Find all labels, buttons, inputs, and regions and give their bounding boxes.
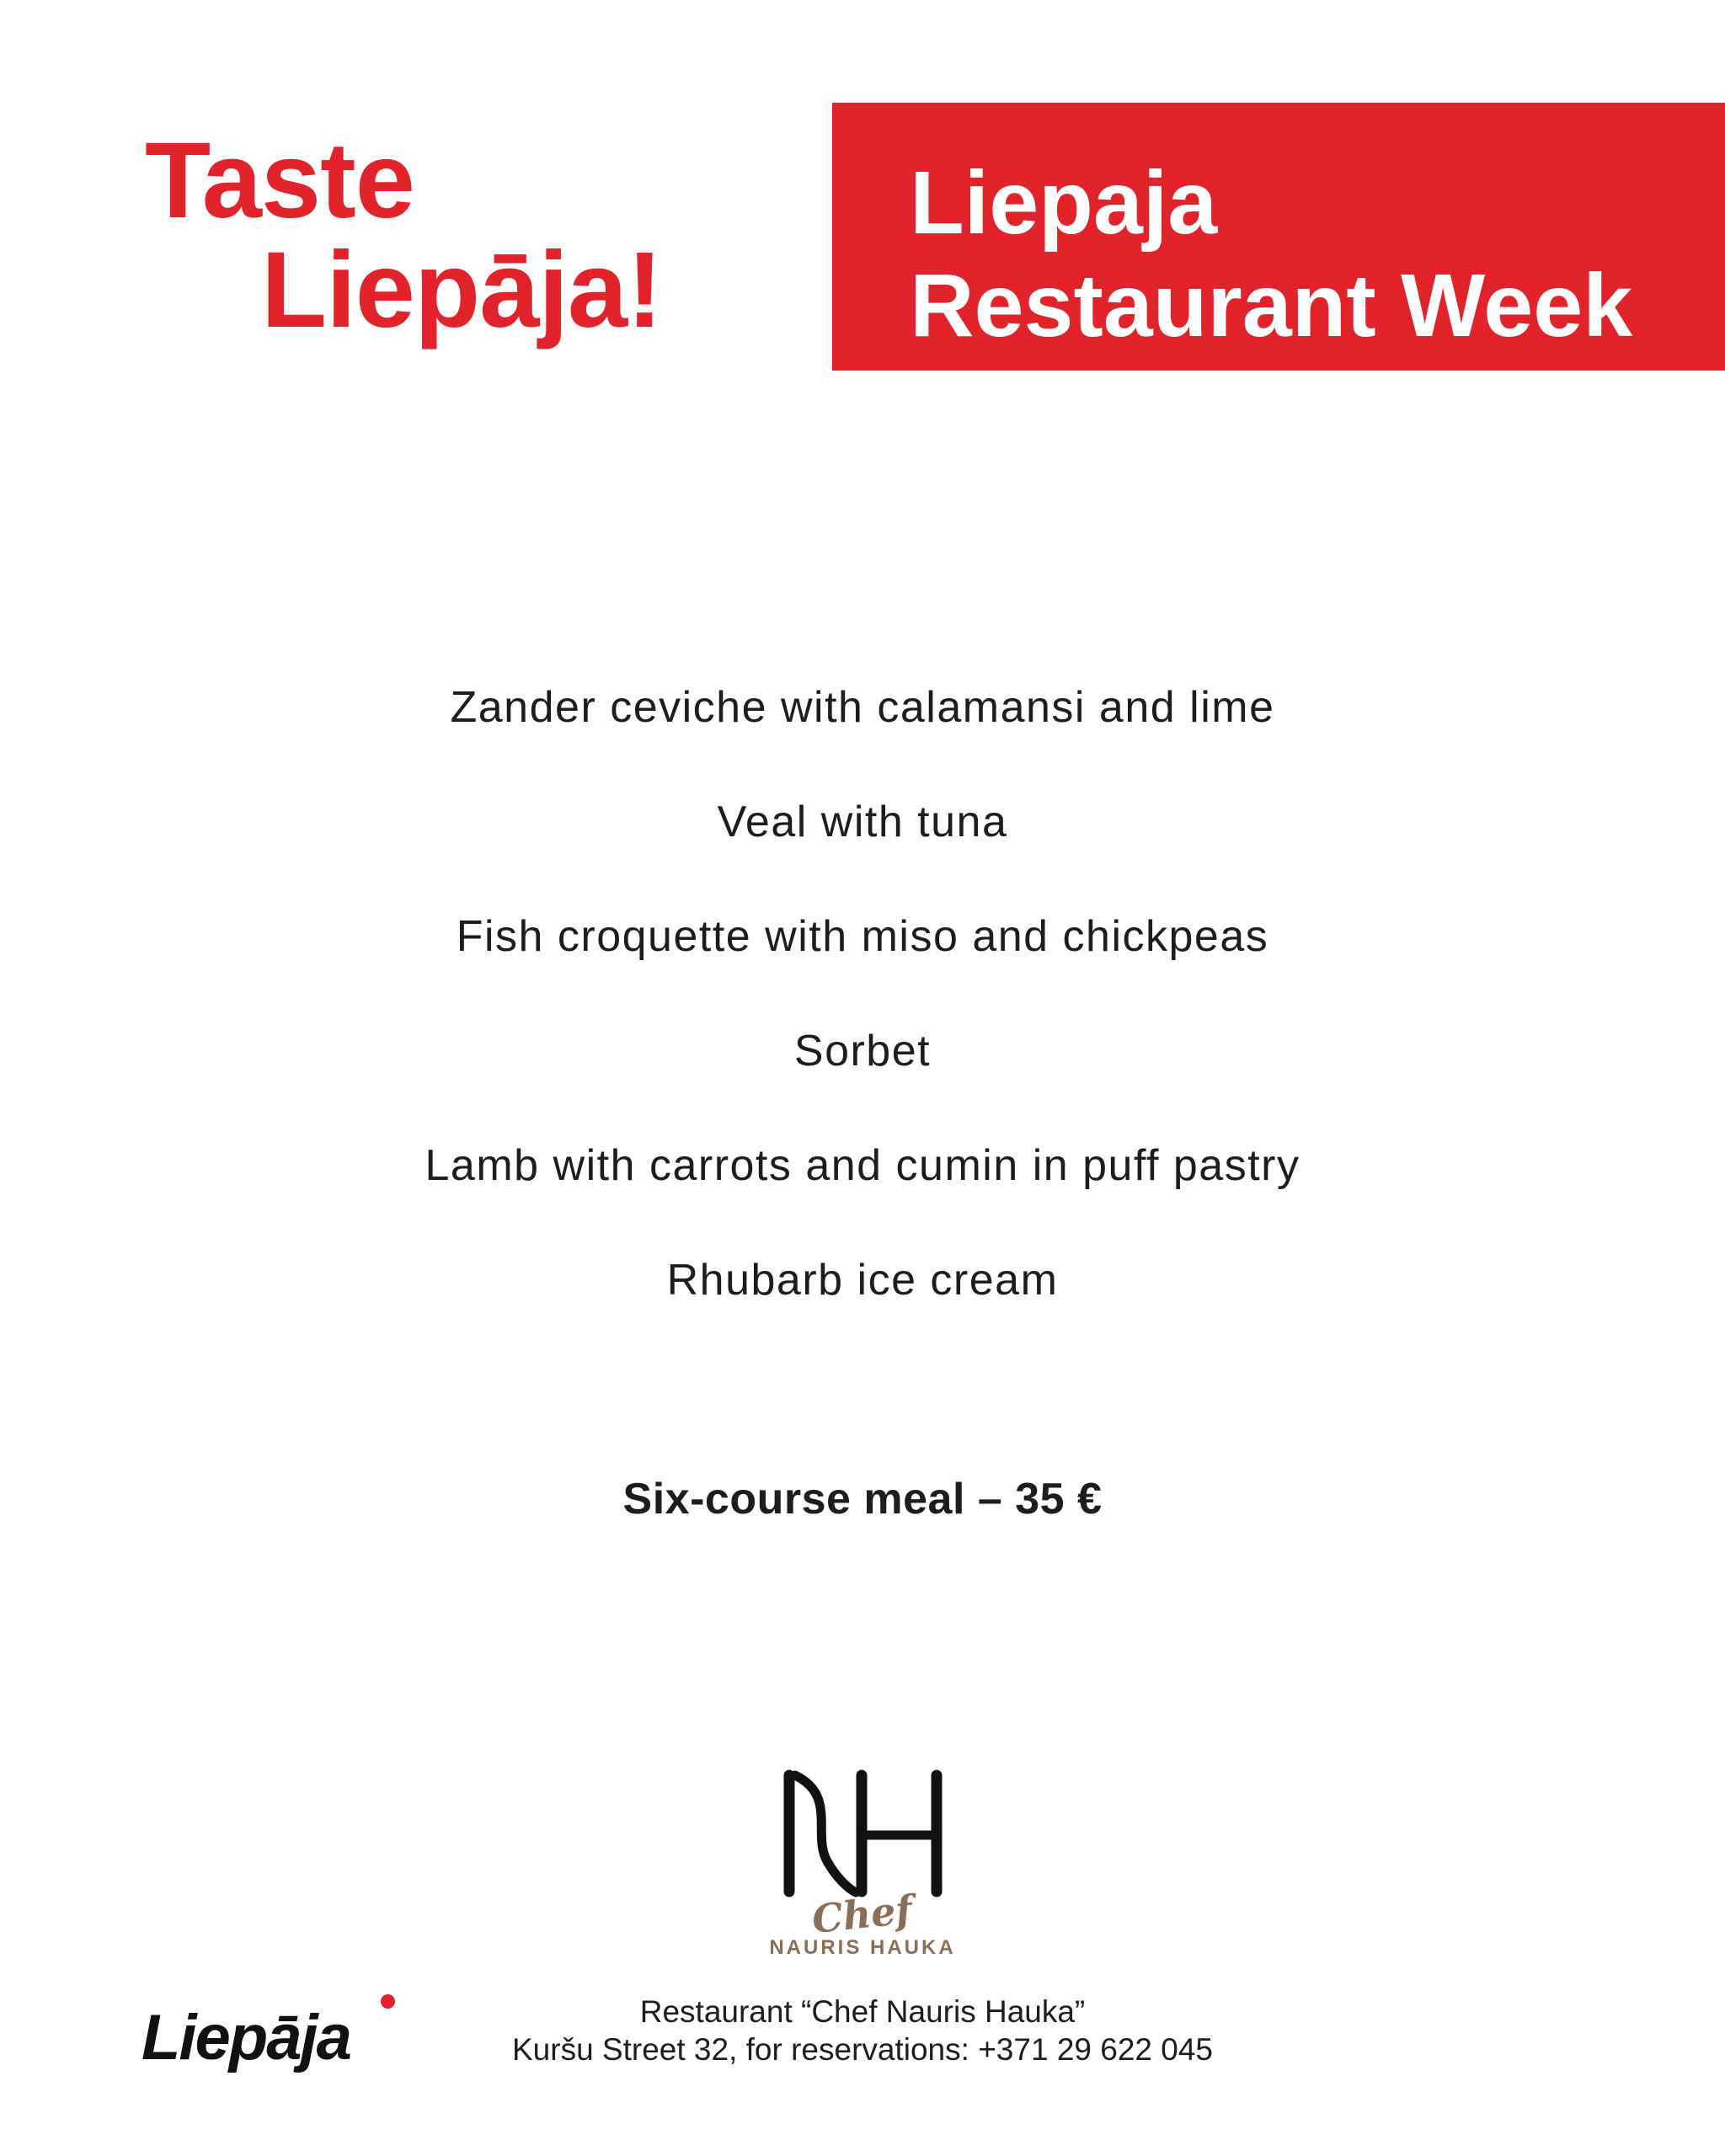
- menu-item-2: Veal with tuna: [717, 798, 1008, 846]
- chef-script-label: Chef: [809, 1886, 916, 1943]
- chef-name-label: NAURIS HAUKA: [769, 1936, 956, 1959]
- page-title-line1: Taste: [145, 120, 414, 241]
- event-banner-line2: Restaurant Week: [910, 256, 1633, 355]
- menu-item-4: Sorbet: [793, 1027, 932, 1075]
- event-banner-line1: Liepaja: [910, 153, 1218, 253]
- restaurant-address-line: Kuršu Street 32, for reservations: +371 29 622 045: [512, 2032, 1213, 2067]
- menu-item-1: Zander ceviche with calamansi and lime: [450, 683, 1275, 732]
- chef-logo-block: [0, 1765, 1725, 1959]
- restaurant-info: [0, 1993, 1725, 2068]
- nh-monogram-icon: [778, 1765, 947, 1900]
- menu-item-3: Fish croquette with miso and chickpeas: [456, 912, 1269, 961]
- page-title-line2: Liepāja!: [261, 230, 662, 350]
- menu-item-5: Lamb with carrots and cumin in puff pastry: [425, 1141, 1300, 1190]
- page-title: [145, 120, 662, 350]
- menu-list: [0, 684, 1725, 1304]
- restaurant-name-line: Restaurant “Chef Nauris Hauka”: [639, 1994, 1086, 2029]
- price-line: Six-course meal – 35 €: [622, 1475, 1103, 1524]
- event-banner: [832, 103, 1725, 371]
- menu-item-6: Rhubarb ice cream: [666, 1256, 1059, 1305]
- liepaja-city-logo: Liepāja: [142, 2002, 350, 2073]
